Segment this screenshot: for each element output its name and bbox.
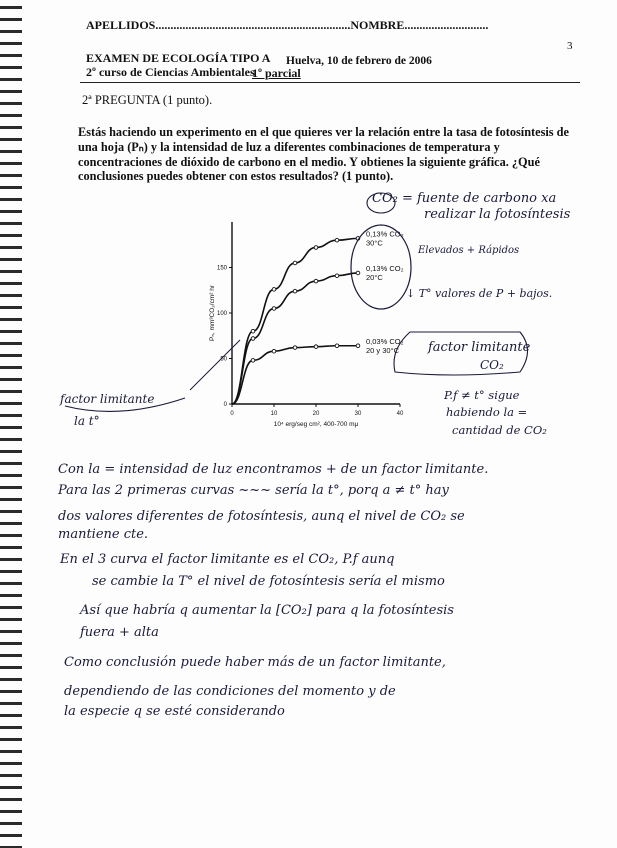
y-axis-label: Pₙ, mm³CO₂/cm² hr [209,284,216,342]
data-point [272,288,276,292]
course-line: 2º curso de Ciencias Ambientales [86,65,255,79]
answer-line-8: fuera + alta [80,625,159,640]
note-right-3: cantidad de CO₂ [452,423,547,437]
data-point [314,246,318,250]
answer-line-4: mantiene cte. [58,527,149,542]
name-line: APELLIDOS.................................................................NOMBRE............................ [86,18,489,32]
question-text: Estás haciendo un experimento en el que quieres ver la relación entre la tasa de fotosíntesis de una hoja (Pₙ) y la intensidad de luz a diferentes combinaciones de temperatura y concentraciones de dióxido de carbono en el medio. Y obtienes la siguiente gráfica. ¿Qué conclusiones puedes obtener con estos resultados? (1 punto). [78,125,569,184]
data-point [335,344,339,348]
y-tick-label: 150 [216,265,227,272]
data-point [314,279,318,283]
x-tick-label: 0 [230,411,234,417]
data-point [251,337,255,341]
x-tick-label: 30 [354,411,362,417]
series-label-2-sub: 20°C [366,272,383,282]
data-point [293,261,297,265]
data-point [251,359,255,363]
note-co2-fuente-1: CO₂ = fuente de carbono xa [372,191,557,206]
question-heading: 2ª PREGUNTA (1 punto). [82,93,213,107]
data-point [335,274,339,278]
exam-title: EXAMEN DE ECOLOGÍA TIPO A [86,51,271,65]
answer-line-7: Así que habría q aumentar la [CO₂] para q la fotosíntesis [80,603,454,618]
note-factor-co2-2: CO₂ [480,358,504,372]
exam-date: Huelva, 10 de febrero de 2006 [286,55,432,67]
note-right-1: P.f ≠ t° sigue [444,388,520,402]
y-tick-label: 100 [216,311,227,317]
note-bajos: ↓ T° valores de P + bajos. [406,287,553,300]
note-factor-t-1: factor limitante [60,392,155,406]
series-label-3: 0,03% CO₂ [366,336,404,346]
series-label-1-sub: 30°C [366,238,383,248]
x-tick-label: 10 [270,411,278,417]
data-point [356,344,360,348]
note-co2-fuente-2: realizar la fotosíntesis [424,207,571,222]
x-tick-label: 40 [396,411,404,417]
note-factor-co2-1: factor limitante [428,340,531,355]
series-label-3-sub: 20 y 30°C [366,345,400,355]
series-line-3 [232,346,358,404]
data-point [314,345,318,349]
series-label-1: 0,13% CO₂ [366,229,404,239]
data-point [272,349,276,353]
note-factor-t-2: la t° [74,414,100,428]
x-axis-label: 10⁴ erg/seg cm², 400-700 mμ [273,421,359,428]
answer-line-3: dos valores diferentes de fotosíntesis, aunq el nivel de CO₂ se [58,509,465,524]
note-elevados: Elevados + Rápidos [418,245,520,256]
answer-line-1: Con la = intensidad de luz encontramos + de un factor limitante. [58,462,489,477]
partial-label: 1º parcial [252,66,301,80]
data-point [251,329,255,333]
data-point [293,289,297,293]
data-point [335,238,339,242]
x-tick-label: 20 [312,411,320,417]
answer-line-11: la especie q se esté considerando [64,704,285,719]
note-right-2: habiendo la = [446,405,528,419]
data-point [293,346,297,350]
answer-line-5: En el 3 curva el factor limitante es el CO₂, P.f aunq [60,552,395,567]
y-tick-label: 0 [223,402,227,408]
answer-line-2: Para las 2 primeras curvas ~~~ sería la t°, porq a ≠ t° hay [58,483,449,498]
series-label-2: 0,13% CO₂ [366,263,404,273]
y-tick-label: 50 [220,356,227,363]
answer-line-6: se cambie la T° el nivel de fotosíntesis sería el mismo [92,574,445,589]
data-point [356,271,360,275]
page-number: 3 [567,40,573,52]
answer-line-9: Como conclusión puede haber más de un factor limitante, [64,655,446,670]
answer-line-10: dependiendo de las condiciones del momento y de [64,684,396,699]
data-point [272,307,276,311]
